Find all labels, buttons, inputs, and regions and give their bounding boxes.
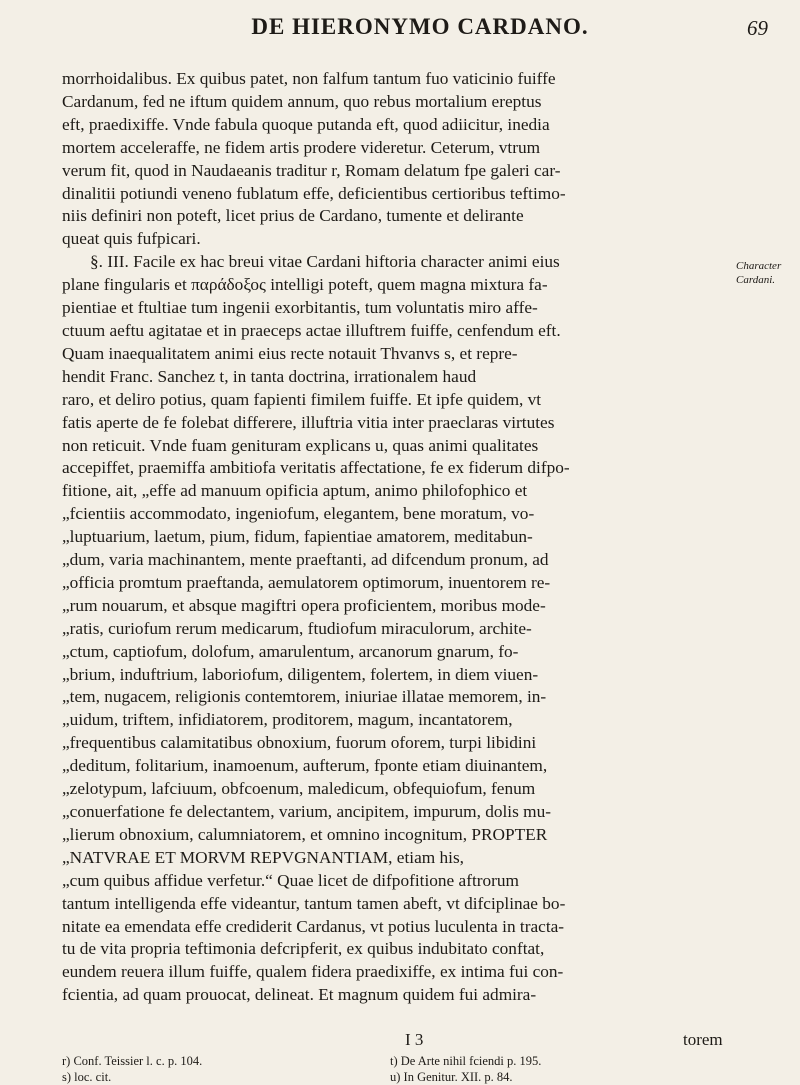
- text-line: tu de vita propria teftimonia defcripferit, ex quibus indubitato conftat,: [62, 939, 545, 959]
- catchword: torem: [683, 1030, 723, 1049]
- text-line: niis definiri non poteft, licet prius de Cardano, tumente et delirante: [62, 206, 524, 226]
- text-line: „officia promtum praeftanda, aemulatorem optimorum, inuentorem re-: [62, 572, 551, 592]
- footnote-s: s) loc. cit.: [62, 1070, 112, 1084]
- text-line: fatis aperte de fe folebat differere, illuftria vitia inter praeclaras virtutes: [62, 412, 555, 432]
- text-line: Cardanum, fed ne iftum quidem annum, quo rebus mortalium ereptus: [62, 91, 542, 111]
- signature-mark: I 3: [405, 1030, 424, 1049]
- text-line: §. III. Facile ex hac breui vitae Cardani hiftoria character animi eius: [90, 252, 560, 272]
- text-line: „ctum, captiofum, dolofum, amarulentum, arcanorum gnarum, fo-: [62, 641, 519, 661]
- text-line: „uidum, triftem, infidiatorem, proditorem, magum, incantatorem,: [62, 710, 513, 730]
- text-line: morrhoidalibus. Ex quibus patet, non falfum tantum fuo vaticinio fuiffe: [62, 69, 556, 88]
- text-line: pientiae et ftultiae tum ingenii exorbitantis, tum voluntatis miro affe-: [62, 298, 538, 318]
- text-line: raro, et deliro potius, quam fapienti fimilem fuiffe. Et ipfe quidem, vt: [62, 389, 542, 409]
- text-line: plane fingularis et παράδοξος intelligi poteft, quem magna mixtura fa-: [62, 275, 548, 295]
- text-line: eft, praedixiffe. Vnde fabula quoque putanda eft, quod adiicitur, inedia: [62, 114, 550, 134]
- running-head: DE HIERONYMO CARDANO.: [251, 14, 589, 39]
- text-line: fitione, ait, „effe ad manuum opificia aptum, animo philofophico et: [62, 481, 528, 501]
- text-line: non reticuit. Vnde fuam genituram explicans u, quas animi qualitates: [62, 435, 539, 455]
- text-line: „conuerfatione fe delectantem, varium, ancipitem, impurum, dolis mu-: [62, 802, 551, 821]
- text-line: „brium, induftrium, laboriofum, diligentem, folertem, in diem viuen-: [62, 664, 539, 684]
- text-line: eundem reuera illum fuiffe, qualem fidera praedixiffe, ex intima fui con-: [62, 962, 564, 982]
- text-line: „tem, nugacem, religionis contemtorem, iniuriae illatae memorem, in-: [62, 687, 547, 707]
- text-line: „rum nouarum, et absque magiftri opera proficientem, moribus mode-: [62, 595, 546, 615]
- body-text: [62, 68, 738, 1007]
- text-line: dinalitii potiundi veneno fublatum effe, deficientibus certioribus teftimo-: [62, 183, 566, 203]
- text-line: „lierum obnoxium, calumniatorem, et omnino incognitum, PROPTER: [62, 824, 548, 844]
- page-number: 69: [747, 16, 768, 40]
- text-line: „fcientiis accommodato, ingeniofum, elegantem, bene moratum, vo-: [62, 504, 535, 524]
- text-line: fcientia, ad quam prouocat, delineat. Et magnum quidem fui admira-: [62, 985, 537, 1005]
- text-line: tantum intelligenda effe videantur, tantum tamen abeft, vt difciplinae bo-: [62, 893, 566, 913]
- text-line: accepiffet, praemiffa ambitiofa veritatis affectatione, fe ex fiderum difpo-: [62, 458, 570, 478]
- footnote-t: t) De Arte nihil fciendi p. 195.: [390, 1054, 542, 1068]
- text-line: „frequentibus calamitatibus obnoxium, fuorum oforem, turpi libidini: [62, 733, 537, 753]
- text-line: verum fit, quod in Naudaeanis traditur r, Romam delatum fpe galeri car-: [62, 160, 561, 180]
- text-line: „deditum, folitarium, inamoenum, aufterum, fponte etiam diuinantem,: [62, 756, 548, 776]
- text-line: „zelotypum, lafciuum, obfcoenum, maledicum, obfequiofum, fenum: [62, 779, 536, 799]
- text-line: „NATVRAE ET MORVM REPVGNANTIAM, etiam his,: [62, 847, 464, 867]
- text-line: ctuum aeftu agitatae et in praeceps actae illuftrem fuiffe, cenfendum eft.: [62, 320, 561, 340]
- text-line: „luptuarium, laetum, pium, fidum, fapientiae amatorem, meditabun-: [62, 527, 533, 547]
- text-line: „cum quibus affidue verfetur.“ Quae licet de difpofitione aftrorum: [62, 870, 519, 890]
- text-line: nitate ea emendata effe crediderit Cardanus, vt potius luculenta in tracta-: [62, 916, 565, 936]
- text-line: „dum, varia machinantem, mente praeftanti, ad difcendum pronum, ad: [62, 550, 549, 570]
- margin-note: Character Cardani.: [736, 260, 782, 286]
- text-line: „ratis, curiofum rerum medicarum, ftudiofum miraculorum, archite-: [62, 618, 532, 638]
- footnote-r: r) Conf. Teissier l. c. p. 104.: [62, 1054, 203, 1068]
- text-line: mortem acceleraffe, ne fidem artis prodere videretur. Ceterum, vtrum: [62, 137, 541, 157]
- text-line: Quam inaequalitatem animi eius recte notauit Thvanvs s, et repre-: [62, 343, 518, 363]
- footnote-u: u) In Genitur. XII. p. 84.: [390, 1070, 513, 1084]
- text-line: hendit Franc. Sanchez t, in tanta doctrina, irrationalem haud: [62, 366, 477, 386]
- text-line: queat quis fufpicari.: [62, 229, 201, 249]
